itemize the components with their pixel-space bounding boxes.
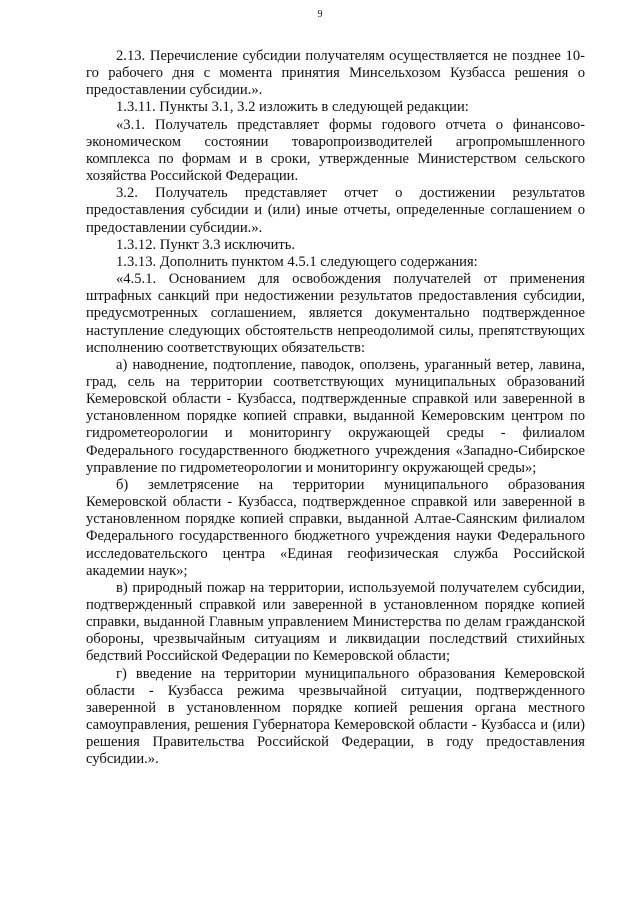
paragraph-1-3-13: 1.3.13. Дополнить пунктом 4.5.1 следующего содержания: [116,253,478,270]
paragraph-3-2: 3.2. Получатель представляет отчет о достижении результатов предоставления субсидии и (или) иные отчеты, определенные соглашением о предоставлении субсидии.». [86,185,585,236]
paragraph-item-a: а) наводнение, подтопление, паводок, оползень, ураганный ветер, лавина, град, сель на территории соответствующих муниципальных образований Кемеровской области - Кузбасса, подтвержденные справкой или заверенной в установленном порядке копией справки, выданной Кемеровским центром по гидрометеорологии и мониторингу окружающей среды - филиалом Федерального государственного бюджетного учреждения «Западно-Сибирское управление по гидрометеорологии и мониторингу окружающей среды»; [86,356,585,476]
paragraph-1-3-12: 1.3.12. Пункт 3.3 исключить. [116,236,296,253]
paragraph-item-v: в) природный пожар на территории, используемой получателем субсидии, подтвержденный справкой или заверенной в установленном порядке копией справки, выданной Главным управлением Министерства по делам гражданской обороны, чрезвычайным ситуациям и ликвидации последствий стихийных бедствий Российской Федерации по Кемеровской области; [86,579,585,665]
paragraph-4-5-1: «4.5.1. Основанием для освобождения получателей от применения штрафных санкций при недостижении результатов предоставления субсидии, предусмотренных соглашением, является документально подтвержденное наступление следующих обстоятельств непреодолимой силы, препятствующих исполнению соответствующих обязательств: [86,271,585,356]
page-number: 9 [317,9,323,20]
paragraph-1-3-11: 1.3.11. Пункты 3.1, 3.2 изложить в следующей редакции: [116,99,469,116]
paragraph-2-13: 2.13. Перечисление субсидии получателям осуществляется не позднее 10-го рабочего дня с момента принятия Минсельхозом Кузбасса решения о предоставлении субсидии.». [86,48,585,99]
paragraph-item-g: г) введение на территории муниципального образования Кемеровской области - Кузбасса режима чрезвычайной ситуации, подтвержденного заверенной в установленном порядке копией решения органа местного самоуправления, решения Губернатора Кемеровской области - Кузбасса и (или) решения Правительства Российской Федерации, в году предоставления субсидии.». [86,665,585,768]
document-body [86,48,585,769]
paragraph-item-b: б) землетрясение на территории муниципального образования Кемеровской области - Кузбасса, подтвержденное справкой или заверенной в установленном порядке копией справки, выданной Алтае-Саянским филиалом Федерального государственного бюджетного учреждения науки Федерального исследовательского центра «Единая геофизическая служба Российской академии наук»; [86,476,585,579]
paragraph-3-1: «3.1. Получатель представляет формы годового отчета о финансово-экономическом состоянии товаропроизводителей агропромышленного комплекса по формам и в сроки, утвержденные Министерством сельского хозяйства Российской Федерации. [86,116,585,185]
